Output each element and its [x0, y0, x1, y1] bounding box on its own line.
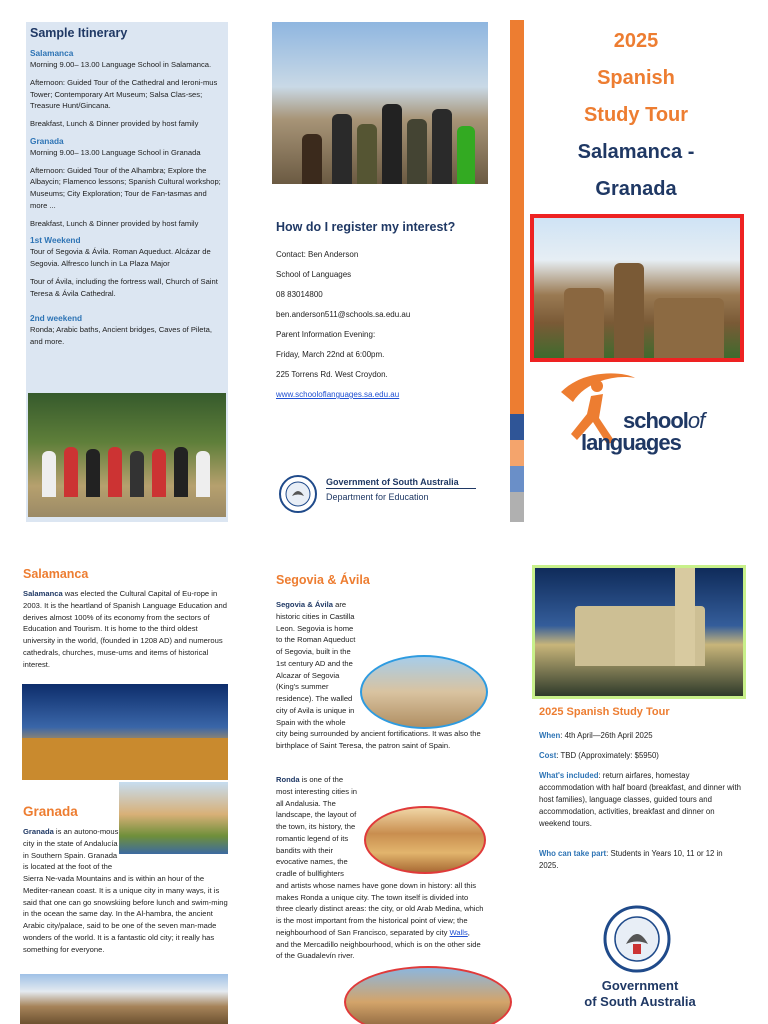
- granada-lead: Granada: [23, 827, 54, 836]
- register-address: 225 Torrens Rd. West Croydon.: [276, 370, 388, 379]
- title-salamanca: Salamanca -: [577, 141, 695, 163]
- gov-header-line1: Government of South Australia: [326, 477, 459, 487]
- tour-cost-value: : TBD (Approximately: $5950): [556, 751, 659, 760]
- alhambra-photo-frame: [530, 214, 744, 362]
- tour-included-value: : return airfares, homestay accommodation with half board (breakfast, and dinner with host families), language classes, guided tours and accommodation, activities, breakfast and dinner on weekend tours.: [539, 771, 741, 829]
- itinerary-text: Afternoon: Guided Tour of the Cathedral and Ieroni-mus Tower; Contemporary Art Museum; Salsa Clas-ses; Treasure Hunt/Gincana.: [30, 77, 218, 111]
- plaza-mayor-photo: [22, 684, 228, 780]
- sa-crest-icon: [278, 474, 318, 514]
- ronda-bridge-photo: [344, 966, 512, 1024]
- tour-when-label: When: [539, 731, 561, 740]
- gov-footer-line1: Government: [601, 978, 679, 993]
- register-phone: 08 83014800: [276, 290, 323, 299]
- register-email: ben.anderson511@schools.sa.edu.au: [276, 310, 411, 319]
- tour-when: [539, 730, 744, 742]
- itinerary-text: Breakfast, Lunch & Dinner provided by host family: [30, 218, 199, 228]
- itinerary-text: Morning 9.00– 13.00 Language School in Salamanca.: [30, 60, 212, 69]
- logo-word-languages: languages: [581, 430, 681, 455]
- gov-footer-line2: of South Australia: [584, 994, 696, 1009]
- register-contact: Contact: Ben Anderson: [276, 250, 359, 259]
- tour-included: [539, 770, 744, 830]
- tour-cost-label: Cost: [539, 751, 557, 760]
- register-date: Friday, March 22nd at 6:00pm.: [276, 350, 385, 359]
- itinerary-heading-weekend2: 2nd weekend: [30, 313, 83, 324]
- aqueduct-photo: [360, 655, 488, 729]
- salamanca-text: [23, 588, 228, 670]
- logo-word-of: of: [687, 408, 705, 433]
- segovia-heading: Segovia & Ávila: [276, 573, 370, 587]
- decorative-stripe: [510, 20, 524, 522]
- granada-text: [23, 826, 229, 955]
- itinerary-text: Tour of Ávila, including the fortress wall, Church of Saint Teresa & Ávila Cathedral.: [30, 276, 218, 298]
- logo-word-school: school: [623, 408, 688, 433]
- ronda-lead: Ronda: [276, 775, 300, 784]
- itinerary-text: Morning 9.00– 13.00 Language School in Granada: [30, 147, 201, 157]
- tour-who-value: : Students in Years 10, 11 or 12 in 2025.: [539, 849, 723, 871]
- segway-group-photo: [28, 393, 226, 517]
- bullring-photo: [364, 806, 486, 874]
- sa-crest-icon: [602, 904, 672, 974]
- tour-when-value: : 4th April—26th April 2025: [560, 731, 653, 740]
- ronda-body-2: , and the Mercadillo neighbourhood, which is on the other side of the Guadalevín river.: [276, 927, 481, 961]
- itinerary-title: Sample Itinerary: [30, 26, 128, 40]
- salamanca-body: was elected the Cultural Capital of Eu-rope in 2003. It is the heartland of Spanish Language Education and derives almost 100% of its economy from the sectors of Education and Tourism. It is home to the third oldest university in the world, (founded in 1208 AD) and numerous cathedrals, churches, muse-ums and items of historical interest.: [23, 589, 227, 669]
- register-website-link[interactable]: www.schooloflanguages.sa.edu.au: [276, 390, 400, 399]
- alcazar-segovia-photo: [532, 565, 746, 699]
- tour-heading: 2025 Spanish Study Tour: [539, 706, 670, 718]
- itinerary-text: Afternoon: Guided Tour of the Alhambra; Explore the Albaycin; Flamenco lessons; Spanish Cultural workshop; Museums; City Exploration; Tour de Fan-tasmas and more ...: [30, 165, 221, 210]
- segovia-body: are historic cities in Castilla Leon. Segovia is home to the Roman Aqueduct of Segovia, built in the 1st century AD and the Alcazar of Segovia (King's summer residence). The walled city of Avila is unique in Spain with the whole city being surrounded by ancient fortifications. It was also the birthplace of Saint Teresa, the patron saint of Spain.: [276, 600, 481, 751]
- students-group-photo: [272, 22, 488, 184]
- title-study-tour: Study Tour: [583, 104, 689, 126]
- ronda-walls-link[interactable]: Walls: [449, 927, 468, 937]
- register-school: School of Languages: [276, 270, 352, 279]
- salamanca-heading: Salamanca: [23, 567, 89, 581]
- itinerary-text: Breakfast, Lunch & Dinner provided by host family: [30, 119, 199, 129]
- title-granada: Granada: [595, 178, 677, 200]
- school-of-languages-logo: [555, 368, 735, 476]
- itinerary-heading-salamanca: Salamanca: [30, 48, 74, 58]
- register-evening: Parent Information Evening:: [276, 330, 376, 339]
- register-title: How do I register my interest?: [276, 220, 456, 234]
- itinerary-heading-weekend1: 1st Weekend: [30, 235, 81, 246]
- granada-heading: Granada: [23, 804, 78, 819]
- tour-who-label: Who can take part: [539, 849, 607, 858]
- itinerary-heading-granada: Granada: [30, 135, 64, 146]
- itinerary-text: Ronda; Arabic baths, Ancient bridges, Caves of Pileta, and more.: [30, 325, 212, 347]
- gov-footer-logo: [560, 904, 720, 1014]
- gov-header-logo: [278, 474, 478, 516]
- tour-cost: [539, 750, 744, 762]
- granada-body: is an autono-mous city in the state of Andalucía in Southern Spain. Granada is located at the foot of the Sierra Ne-vada Mountains and is within an hour of the Mediter-ranean coast. It is a unique city in many ways, it is said that one can go snowskiing before lunch and swim-ming in the ocean the same day. In the Al-hambra, the ancient Arabic city/palace, said to be one of the seven man-made wonders of the world. It is a fantastic old city; it really has something for everyone.: [23, 827, 228, 954]
- title-year: 2025: [613, 30, 659, 52]
- gov-header-line2: Department for Education: [326, 492, 429, 502]
- ronda-body-1: is one of the most interesting cities in all Andalusia. The landscape, the layout of the town, its history, the romantic legend of its bandits with their evocative names, the cradle of bullfighters and artists whose names have gone down in history: all this makes Ronda a unique city. The town itself is divided into three clearly distinct areas: the city, or old Arab Medina, which is the most important from the historical point of view; the neighbourhood of San Francisco, separated by city: [276, 775, 484, 937]
- title-spanish: Spanish: [597, 67, 675, 89]
- granada-city-photo: [20, 974, 228, 1024]
- segovia-lead: Segovia & Ávila: [276, 600, 333, 609]
- itinerary-text: Tour of Segovia & Ávila. Roman Aqueduct. Alcázar de Segovia. Alfresco lunch in La Plaza Major: [30, 247, 211, 269]
- tour-included-label: What's included: [539, 771, 599, 780]
- salamanca-lead: Salamanca: [23, 589, 63, 598]
- alhambra-photo: [534, 218, 740, 358]
- tour-who: [539, 848, 744, 872]
